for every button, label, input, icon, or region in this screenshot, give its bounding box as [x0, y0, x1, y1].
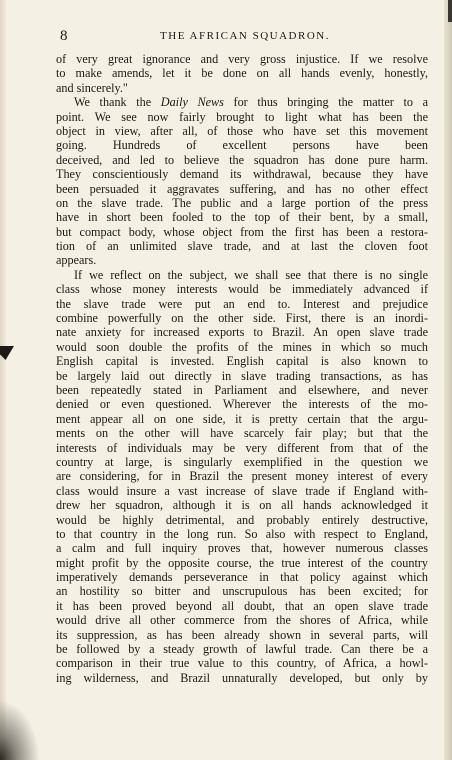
text-line: combine powerfully on the other side. First, there is an inordi-	[56, 311, 428, 326]
corner-shadow	[0, 700, 40, 760]
text-line: tion of an unlimited slave trade, and at last the cloven foot	[56, 239, 428, 254]
text-line: drew her squadron, although it is on all hands acknowledged it	[56, 498, 428, 513]
text-line: object in view, after all, of those who have set this movement	[56, 123, 428, 138]
text-line: might profit by the opposite course, the true interest of the country	[56, 555, 428, 570]
page-edge-right	[444, 0, 452, 760]
text-line: comparison in their true value to this country, of Africa, a howl-	[56, 656, 428, 671]
text-line: denied or even questioned. Wherever the interests of the mo-	[56, 397, 428, 412]
text-line: been persuaded it aggravates suffering, and has no other effect	[56, 181, 428, 196]
text-line: interests of individuals may be very different from that of the	[56, 440, 428, 455]
text-line: We thank the Daily News for thus bringing the matter to a	[74, 95, 428, 110]
text-line: be largely laid out directly in slave trading transactions, as has	[56, 368, 428, 383]
text-line: and sincerely."	[56, 80, 128, 95]
text-line: appears.	[56, 253, 97, 268]
text-line: the slave trade were put an end to. Interest and prejudice	[56, 296, 428, 311]
text-line: ment appear all on one side, it is pretty certain that the argu-	[56, 411, 428, 426]
text-line: to make amends, let it be done on all hands evenly, honestly,	[56, 66, 428, 81]
text-line: to that country in the long run. So also with respect to England,	[56, 526, 428, 541]
text-line: would be highly detrimental, and probably entirely destructive,	[56, 512, 428, 527]
page-edge-left	[0, 0, 6, 760]
page-header	[60, 28, 430, 46]
page-number: 8	[60, 28, 68, 44]
text-line: country at large, is singularly exemplified in the question we	[56, 454, 428, 469]
text-line: but compact body, whose object from the first has been a restora-	[56, 224, 428, 239]
text-line: going. Hundreds of excellent persons have been	[56, 138, 428, 153]
text-line: class whose money interests would be immediately advanced if	[56, 282, 428, 297]
running-head: THE AFRICAN SQUADRON.	[160, 30, 330, 42]
text-line: ments on the other will have scarcely fair play; but that the	[56, 426, 428, 441]
text-line: They conscientiously demand its withdrawal, because they have	[56, 167, 428, 182]
text-line: on the slave trade. The public and a large portion of the press	[56, 195, 428, 210]
text-line: been repeatedly stated in Parliament and elsewhere, and never	[56, 382, 428, 397]
text-line: deceived, and led to believe the squadron has done pure harm.	[56, 152, 428, 167]
text-line: of very great ignorance and very gross injustice. If we resolve	[56, 52, 428, 66]
text-line: would drive all other commerce from the shores of Africa, while	[56, 613, 428, 628]
text-line: class would insure a vast increase of slave trade if England with-	[56, 483, 428, 498]
text-line: it has been proved beyond all doubt, that an open slave trade	[56, 598, 428, 613]
text-line: If we reflect on the subject, we shall see that there is no single	[74, 267, 428, 282]
text-line: are considering, for in Brazil the present money interest of every	[56, 469, 428, 484]
text-line: ing wilderness, and Brazil unnaturally developed, but only by	[56, 670, 428, 685]
text-line: its suppression, as has been already shown in several parts, will	[56, 627, 428, 642]
text-line: nate anxiety for increased exports to Brazil. An open slave trade	[56, 325, 428, 340]
text-line: be followed by a steady growth of lawful trade. Can there be a	[56, 642, 428, 657]
text-line: would soon double the profits of the mines in which so much	[56, 339, 428, 354]
text-line: point. We see now fairly brought to light what has been the	[56, 109, 428, 124]
text-line: an hostility so bitter and unscrupulous has been excited; for	[56, 584, 428, 599]
text-line: imperatively demands perseverance in that policy against which	[56, 570, 428, 585]
text-line: English capital is invested. English capital is also known to	[56, 354, 428, 369]
text-line: have in short been fooled to the top of their bent, by a small,	[56, 210, 428, 225]
body-text	[56, 52, 428, 685]
text-line: a calm and full inquiry proves that, however numerous classes	[56, 541, 428, 556]
thumb-mark	[448, 0, 452, 22]
